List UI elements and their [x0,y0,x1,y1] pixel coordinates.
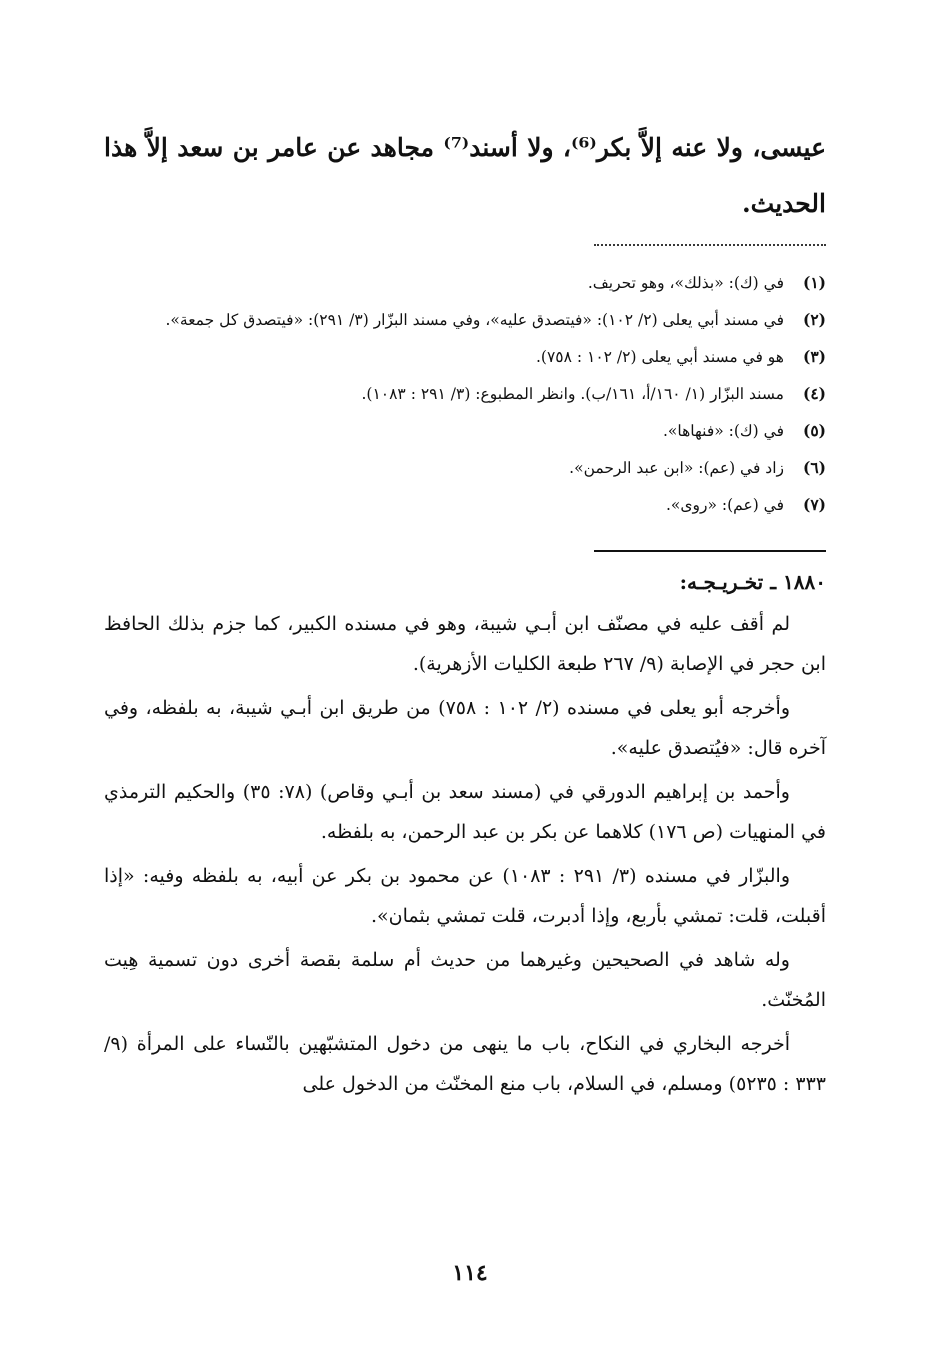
footnote-text: هو في مسند أبي يعلى (٢/ ١٠٢ : ٧٥٨). [535,348,784,366]
footnote-text: مسند البزّار (١/ ١٦٠/أ، ١٦١/ب). وانظر المطبوع: (٣/ ٢٩١ : ١٠٨٣). [361,385,784,403]
takhrij-heading: ١٨٨٠ ـ تخـريـجـه: [679,570,826,594]
footnote-number: (٦) [802,458,826,477]
takhrij-paragraph: لم أقف عليه في مصنّف ابن أبـي شيبة، وهو في مسنده الكبير، كما جزم بذلك الحافظ ابن حجر في الإصابة (٩/ ٢٦٧ طبعة الكليات الأزهرية). [104,613,826,675]
main-text-paragraph: عيسى، ولا عنه إلاَّ بكر⁽⁶⁾، ولا أسند⁽⁷⁾ مجاهد عن عامر بن سعد إلاَّ هذا الحديث. [104,133,826,218]
footnote [104,342,826,372]
footnotes-section [104,268,826,520]
footnote [104,490,826,520]
section-divider-rule [594,550,826,552]
footnote-number: (٢) [802,310,826,329]
footnote-number: (٣) [802,347,826,366]
footnote [104,305,826,335]
book-page [104,120,826,1108]
footnote-text: في مسند أبي يعلى (٢/ ١٠٢): «فيتصدق عليه»، وفي مسند البزّار (٣/ ٢٩١): «فيتصدق كل جمعة». [165,311,784,329]
footnote-text: في (ك): «بذلك»، وهو تحريف. [587,274,784,292]
footnote-number: (٧) [802,495,826,514]
footnote [104,453,826,483]
footnote-text: زاد في (عم): «ابن عبد الرحمن». [569,459,784,477]
footnote-number: (١) [802,273,826,292]
footnote [104,268,826,298]
footnote-text: في (ك): «فنهاها». [662,422,784,440]
takhrij-paragraph: والبزّار في مسنده (٣/ ٢٩١ : ١٠٨٣) عن محمود بن بكر عن أبيه، به بلفظه وفيه: «إذا أقبلت، قلت: تمشي بأربع، وإذا أدبرت، قلت تمشي بثمان». [104,865,826,927]
takhrij-paragraph: وله شاهد في الصحيحين وغيرهما من حديث أم سلمة بقصة أخرى دون تسمية هِيت المُخنّث. [104,949,826,1011]
footnote [104,379,826,409]
takhrij-paragraph: وأحمد بن إبراهيم الدورقي في (مسند سعد بن أبـي وقاص) (٧٨: ٣٥) والحكيم الترمذي في المنهيات (ص ١٧٦) كلاهما عن بكر بن عبد الرحمن، به بلفظه. [104,781,826,843]
takhrij-section [104,562,826,1104]
takhrij-paragraph: وأخرجه أبو يعلى في مسنده (٢/ ١٠٢ : ٧٥٨) من طريق ابن أبـي شيبة، به بلفظه، وفي آخره قال: «فيُتصدق عليه». [104,697,826,759]
page-number: ١١٤ [452,1260,488,1286]
footnote-number: (٤) [802,384,826,403]
footnote-text: في (عم): «روى». [665,496,784,514]
footnote-number: (٥) [802,421,826,440]
takhrij-paragraph: أخرجه البخاري في النكاح، باب ما ينهى من دخول المتشبّهين بالنّساء على المرأة (٩/ ٣٣٣ : ٥٢٣٥) ومسلم، في السلام، باب منع المخنّث من الدخول على [104,1033,826,1095]
footnote-separator-dots [594,244,826,260]
footnote [104,416,826,446]
